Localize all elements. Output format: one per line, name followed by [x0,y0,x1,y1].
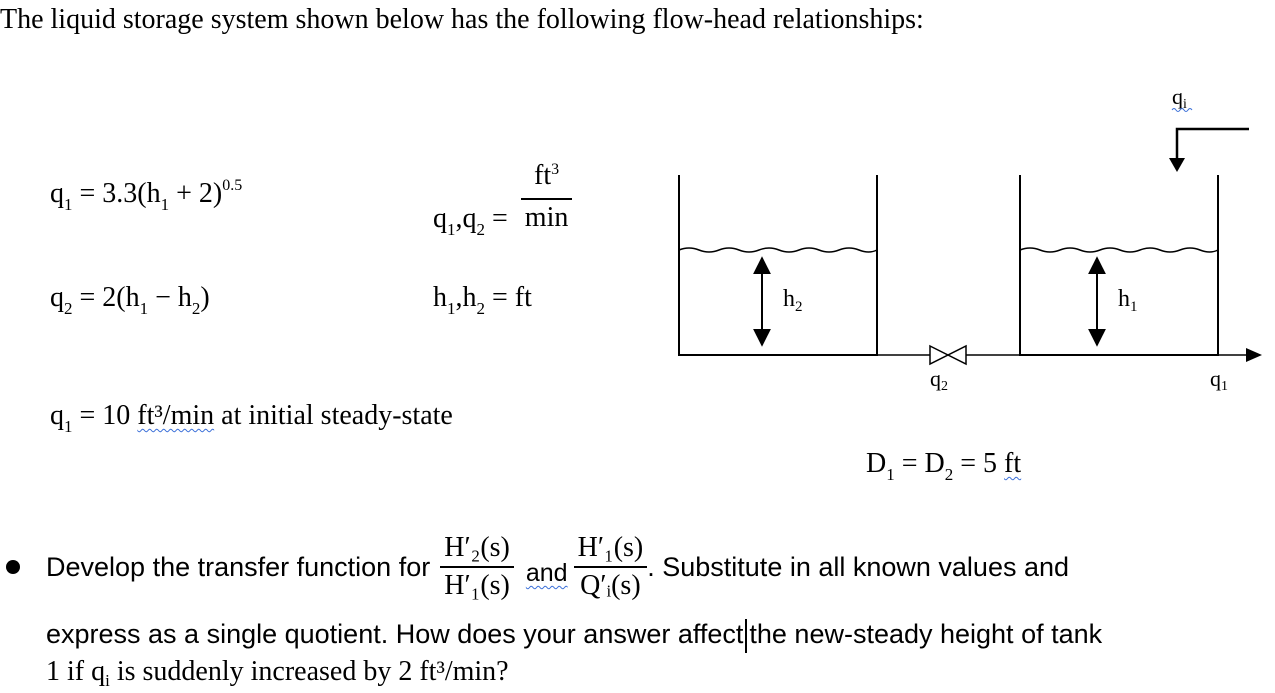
diam-unit: ft [1004,448,1022,479]
diam-d1: D [866,448,887,479]
eq2-h1-sub: 1 [139,299,149,318]
question-line3b: is suddenly increased by 2 ft³/min? [109,656,509,687]
tf2-numerator: H′₁(s) [574,532,648,568]
initial-rest: at initial steady-state [214,400,453,431]
eq2-q-sub: 2 [64,299,73,318]
label-q1: q1 [1210,366,1228,394]
question-line-2 [46,618,1102,653]
eq2-q: q [50,282,64,313]
units2-sub1: 1 [447,299,456,318]
question-tail: . Substitute in all known values and [647,552,1070,582]
question-line3-sub: i [105,671,110,690]
tank-2 [679,175,877,355]
eq1-exponent: 0.5 [222,177,243,194]
label-h1: $h_1$ [1118,286,1138,315]
inflow-qi-arrow [1169,129,1249,172]
units1-numerator: ft [534,160,552,191]
tf2-denominator: Q′ᵢ(s) [580,570,641,601]
eq2-h2-sub: 2 [191,299,201,318]
label-h2: $h_2$ [783,286,803,315]
eq1-rest: + 2) [169,178,223,209]
units1-numerator-exp: 3 [551,161,560,178]
tank-1 [1020,175,1218,355]
diam-sub2: 2 [944,465,954,484]
question-line-3 [46,656,509,691]
units1-denominator: min [524,202,569,233]
question-line2a: express as a single quotient. How does your answer affect [46,619,744,649]
eq1-q-sub: 1 [64,195,73,214]
eq1-mid: = 3.3(h [72,178,161,209]
units1-sub1: 1 [447,220,456,240]
diam-mid: = D [894,448,945,479]
question-line-1 [46,522,1069,612]
tf1-denominator: H′₁(s) [444,570,510,601]
units1-equals: = [485,203,508,235]
question-lead: Develop the transfer function for [46,552,431,582]
units1-comma-q: ,q [455,203,477,235]
question-and: and [525,559,568,587]
units1-q: q [433,203,447,235]
transfer-function-2 [574,532,648,602]
text-cursor [745,619,747,653]
eq1-h-sub: 1 [160,195,170,214]
outflow-q1-arrow [1218,348,1262,362]
units1-sub2: 2 [476,220,485,240]
eq2-minus: − h [148,282,192,313]
units2-sub2: 2 [476,299,485,318]
qi-wavy-underline [1172,109,1192,112]
units2-comma-h: ,h [455,282,477,313]
intro-text: The liquid storage system shown below has the following flow-head relationships: [0,4,924,35]
valve-icon [930,346,966,364]
bullet-icon [6,560,20,574]
initial-q: q [50,400,64,431]
eq2-close: ) [200,282,210,313]
label-qi: qi [1172,84,1187,112]
question-line2b: the new-steady height of tank [749,619,1103,649]
initial-unit: ft³/min [137,400,215,431]
question-line3a: 1 if q [46,656,106,687]
label-q2: q2 [930,366,948,394]
eq2-mid: = 2(h [72,282,140,313]
diam-sub1: 1 [886,465,895,484]
units2-h: h [433,282,447,313]
initial-value: = 10 [72,400,138,431]
eq1-q: q [50,178,64,209]
diam-value: = 5 [953,448,1005,479]
initial-q-sub: 1 [64,417,73,436]
transfer-function-1 [440,532,514,602]
tf1-numerator: H′₂(s) [440,532,514,568]
units2-rest: = ft [485,282,532,313]
